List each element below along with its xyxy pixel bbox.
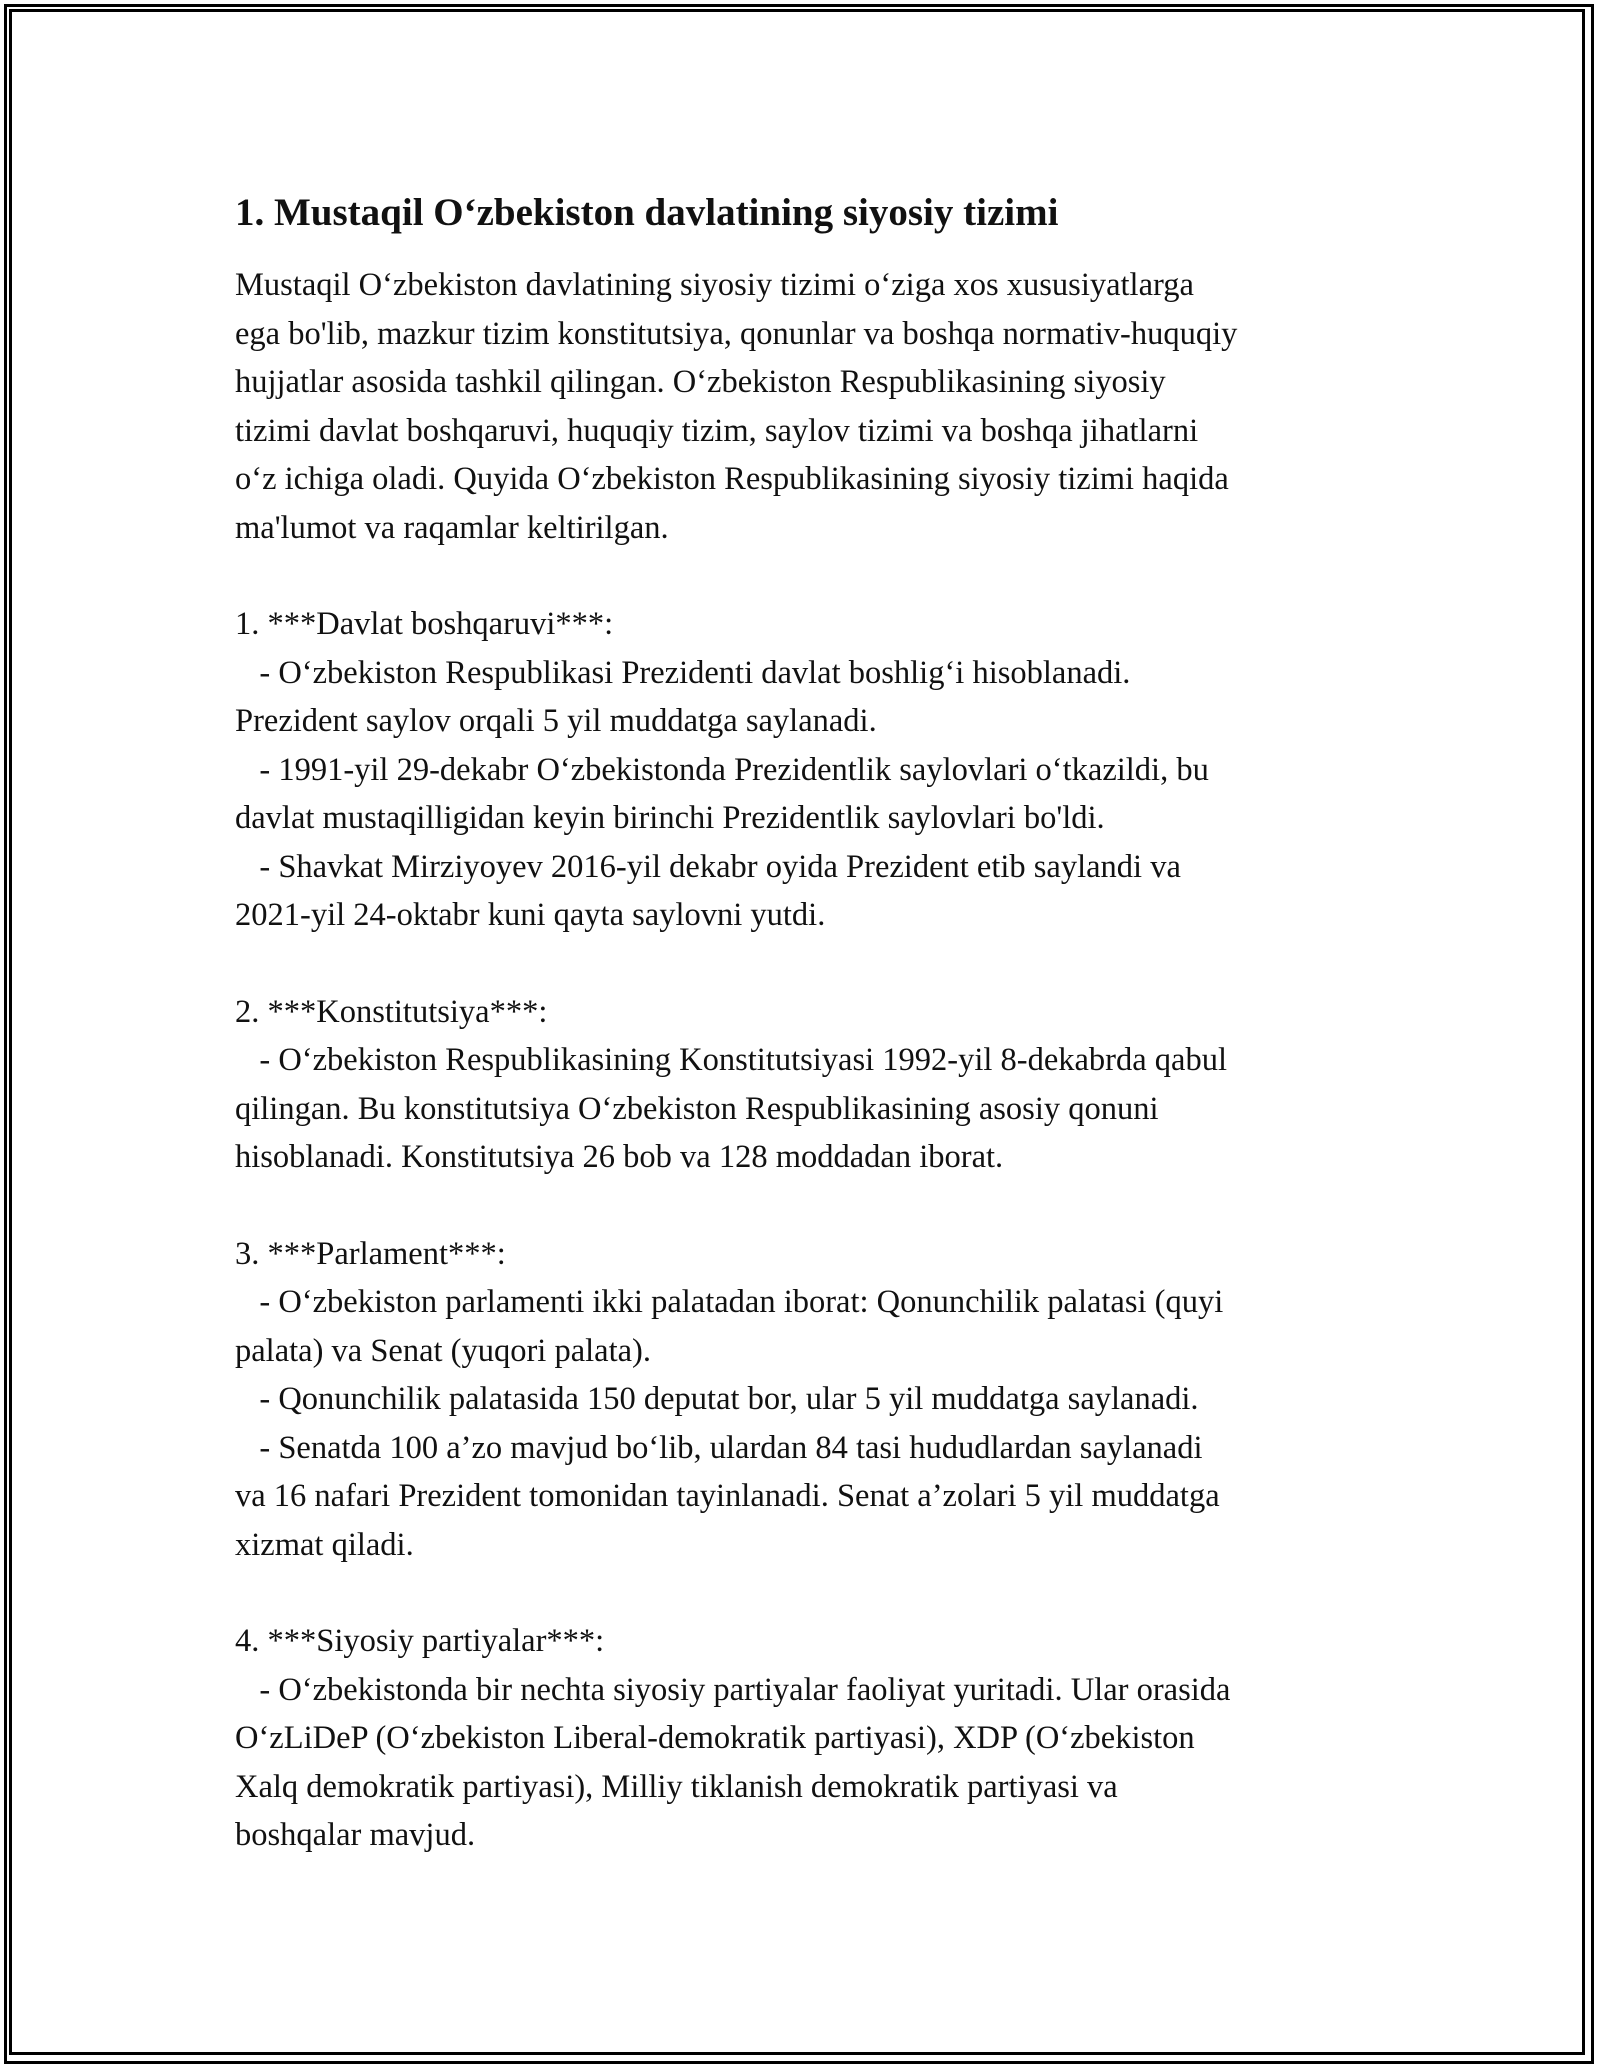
section-heading: 4. ***Siyosiy partiyalar***: xyxy=(235,1623,605,1659)
section-gap xyxy=(235,552,1385,600)
section-body: - O‘zbekistonda bir nechta siyosiy partiyalar faoliyat yuritadi. Ular orasida O‘zLiDeP (O‘zbekiston Liberal-demokratik partiyasi), XDP (O‘zbekiston Xalq demokratik partiyasi), Milliy tiklanish demokratik partiyasi va boshqalar mavjud. xyxy=(235,1671,1231,1853)
section-gap xyxy=(235,1569,1385,1617)
section-gap xyxy=(235,1182,1385,1230)
intro-paragraph: Mustaqil O‘zbekiston davlatining siyosiy tizimi o‘ziga xos xususiyatlarga ega bo'lib, mazkur tizim konstitutsiya, qonunlar va boshqa normativ-huquqiy hujjatlar asosida tashkil qilingan. O‘zbekiston Respublikasining siyosiy tizimi davlat boshqaruvi, huquqiy tizim, saylov tizimi va boshqa jihatlarni o‘z ichiga oladi. Quyida O‘zbekiston Respublikasining siyosiy tizimi haqida ma'lumot va raqamlar keltirilgan. xyxy=(235,267,1238,546)
document-title: 1. Mustaqil O‘zbekiston davlatining siyosiy tizimi xyxy=(235,191,1059,234)
section-parliament xyxy=(235,1230,1385,1570)
section-body: - O‘zbekiston parlamenti ikki palatadan iborat: Qonunchilik palatasi (quyi palata) va Senat (yuqori palata). - Qonunchilik palatasida 150 deputat bor, ular 5 yil muddatga saylanadi. - Senatda 100 a’zo mavjud bo‘lib, ulardan 84 tasi hududlardan saylanadi va 16 nafari Prezident tomonidan tayinlanadi. Senat a’zolari 5 yil muddatga xizmat qiladi. xyxy=(235,1284,1224,1563)
section-heading: 1. ***Davlat boshqaruvi***: xyxy=(235,606,614,642)
section-government xyxy=(235,600,1385,940)
section-heading: 3. ***Parlament***: xyxy=(235,1235,506,1272)
section-constitution xyxy=(235,988,1385,1182)
document-body xyxy=(235,185,1385,1860)
section-gap xyxy=(235,940,1385,988)
section-political-parties xyxy=(235,1617,1385,1860)
section-body: - O‘zbekiston Respublikasi Prezidenti davlat boshlig‘i hisoblanadi. Prezident saylov orqali 5 yil muddatga saylanadi. - 1991-yil 29-dekabr O‘zbekistonda Prezidentlik saylovlari o‘tkazildi, bu davlat mustaqilligidan keyin birinchi Prezidentlik saylovlari bo'ldi. - Shavkat Mirziyoyev 2016-yil dekabr oyida Prezident etib saylandi va 2021-yil 24-oktabr kuni qayta saylovni yutdi. xyxy=(235,654,1209,933)
section-body: - O‘zbekiston Respublikasining Konstitutsiyasi 1992-yil 8-dekabrda qabul qilingan. Bu konstitutsiya O‘zbekiston Respublikasining asosiy qonuni hisoblanadi. Konstitutsiya 26 bob va 128 moddadan iborat. xyxy=(235,1042,1228,1175)
section-heading: 2. ***Konstitutsiya***: xyxy=(235,993,548,1030)
